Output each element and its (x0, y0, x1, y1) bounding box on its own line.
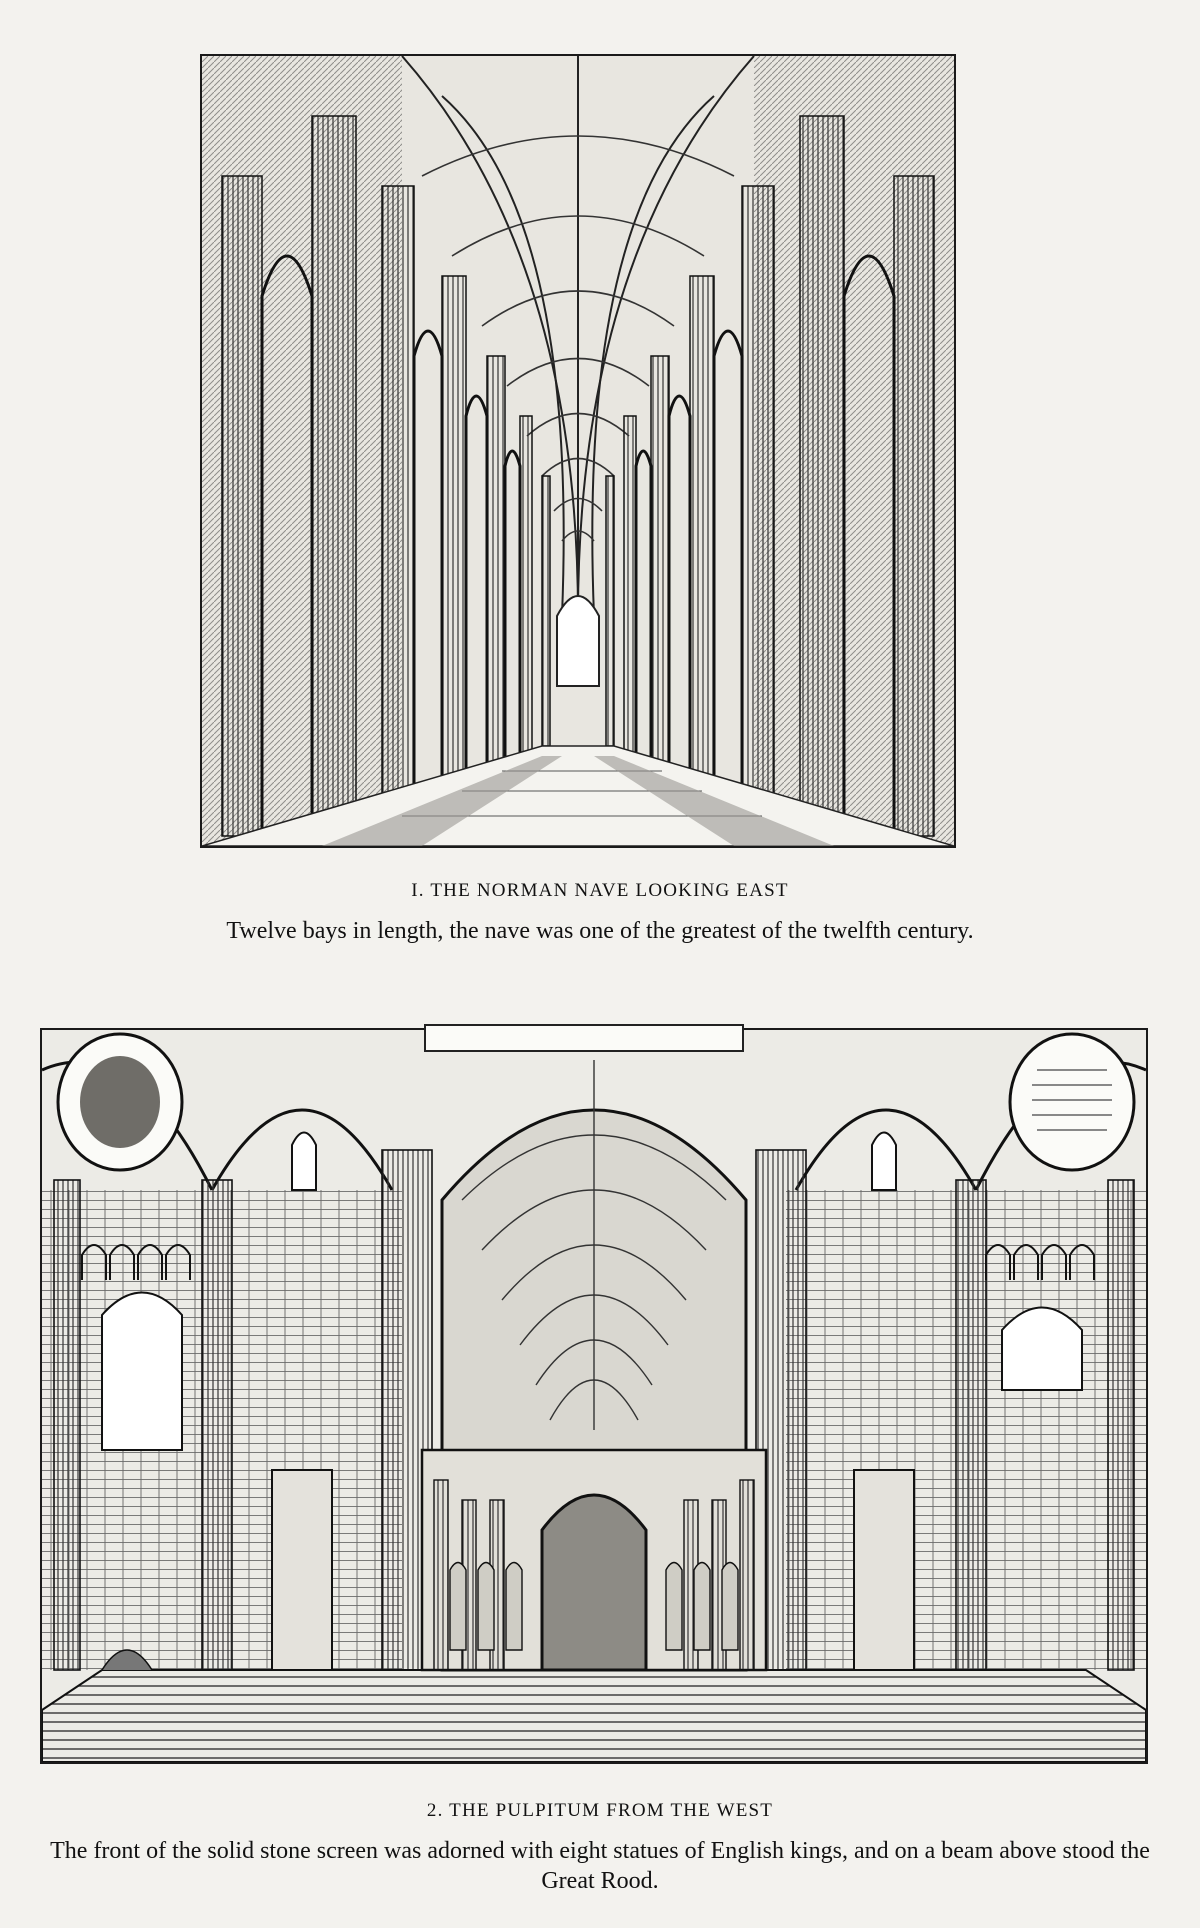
figure-2-heading: 2. THE PULPITUM FROM THE WEST (426, 1800, 774, 1821)
pulpitum-engraving (40, 1028, 1148, 1764)
figure-1-heading: I. THE NORMAN NAVE LOOKING EAST (411, 880, 789, 901)
figure-2-caption: The front of the solid stone screen was adorned with eight statues of English kings, and on a beam above stood the Great Rood. (50, 1838, 1150, 1894)
engraving-inscription-panel (424, 1024, 744, 1052)
figure-1-caption: Twelve bays in length, the nave was one of the greatest of the twelfth century. (226, 918, 974, 944)
nave-engraving (200, 54, 956, 848)
